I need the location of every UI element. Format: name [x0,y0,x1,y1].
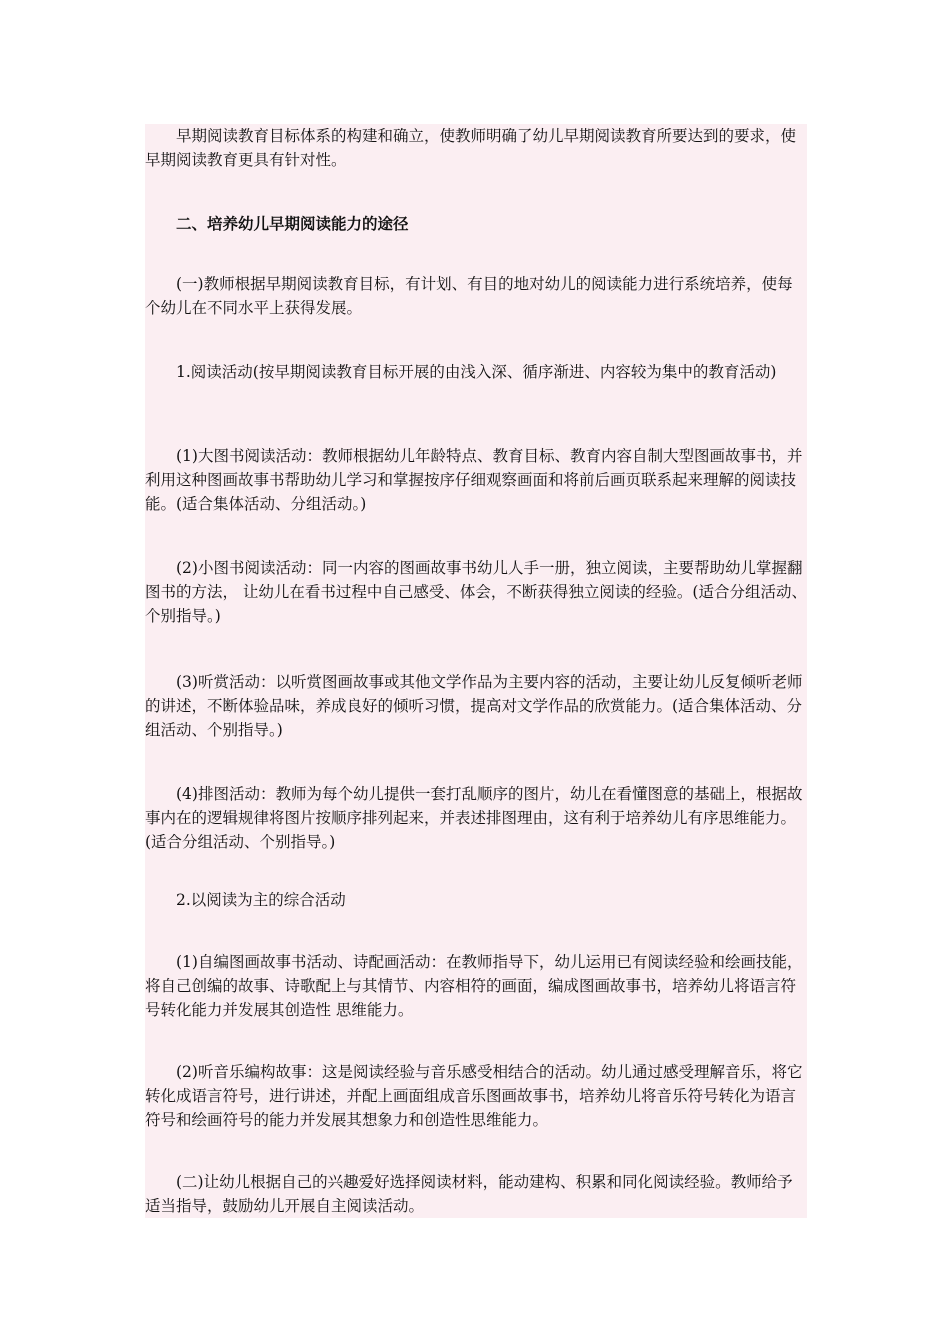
paragraph-reading-activities: 1.阅读活动(按早期阅读教育目标开展的由浅入深、循序渐进、内容较为集中的教育活动) [176,363,777,381]
paragraph-integrated-activities: 2.以阅读为主的综合活动 [176,891,346,909]
paragraph-intro: 早期阅读教育目标体系的构建和确立，使教师明确了幼儿早期阅读教育所要达到的要求，使早期阅读教育更具有针对性。 [145,127,797,169]
paragraph-part-two: (二)让幼儿根据自己的兴趣爱好选择阅读材料，能动建构、积累和同化阅读经验。教师给予适当指导，鼓励幼儿开展自主阅读活动。 [145,1173,793,1215]
paragraph-picture-sequence: (4)排图活动：教师为每个幼儿提供一套打乱顺序的图片，幼儿在看懂图意的基础上，根据故事内在的逻辑规律将图片按顺序排列起来，并表述排图理由，这有利于培养幼儿有序思维能力。(适合分组活动、个别指导。) [145,785,803,851]
paragraph-big-book: (1)大图书阅读活动：教师根据幼儿年龄特点、教育目标、教育内容自制大型图画故事书，并利用这种图画故事书帮助幼儿学习和掌握按序仔细观察画面和将前后画页联系起来理解的阅读技能。(适合集体活动、分组活动。) [145,447,803,513]
document-page [145,124,807,1218]
paragraph-small-book: (2)小图书阅读活动：同一内容的图画故事书幼儿人手一册，独立阅读，主要帮助幼儿掌握翻图书的方法， 让幼儿在看书过程中自己感受、体会，不断获得独立阅读的经验。(适合分组活动、个别指导。) [145,559,807,625]
paragraph-self-made-book: (1)自编图画故事书活动、诗配画活动：在教师指导下，幼儿运用已有阅读经验和绘画技能，将自己创编的故事、诗歌配上与其情节、内容相符的画面，编成图画故事书，培养幼儿将语言符号转化能力并发展其创造性 思维能力。 [145,953,803,1019]
paragraph-music-story: (2)听音乐编构故事：这是阅读经验与音乐感受相结合的活动。幼儿通过感受理解音乐，将它转化成语言符号，进行讲述，并配上画面组成音乐图画故事书，培养幼儿将音乐符号转化为语言符号和绘画符号的能力并发展其想象力和创造性思维能力。 [145,1063,803,1129]
section-heading: 二、培养幼儿早期阅读能力的途径 [176,214,409,233]
paragraph-listening: (3)听赏活动：以听赏图画故事或其他文学作品为主要内容的活动，主要让幼儿反复倾听老师的讲述，不断体验品味，养成良好的倾听习惯，提高对文学作品的欣赏能力。(适合集体活动、分组活动、个别指导。) [145,673,803,739]
paragraph-part-one: (一)教师根据早期阅读教育目标，有计划、有目的地对幼儿的阅读能力进行系统培养，使每个幼儿在不同水平上获得发展。 [145,275,793,317]
